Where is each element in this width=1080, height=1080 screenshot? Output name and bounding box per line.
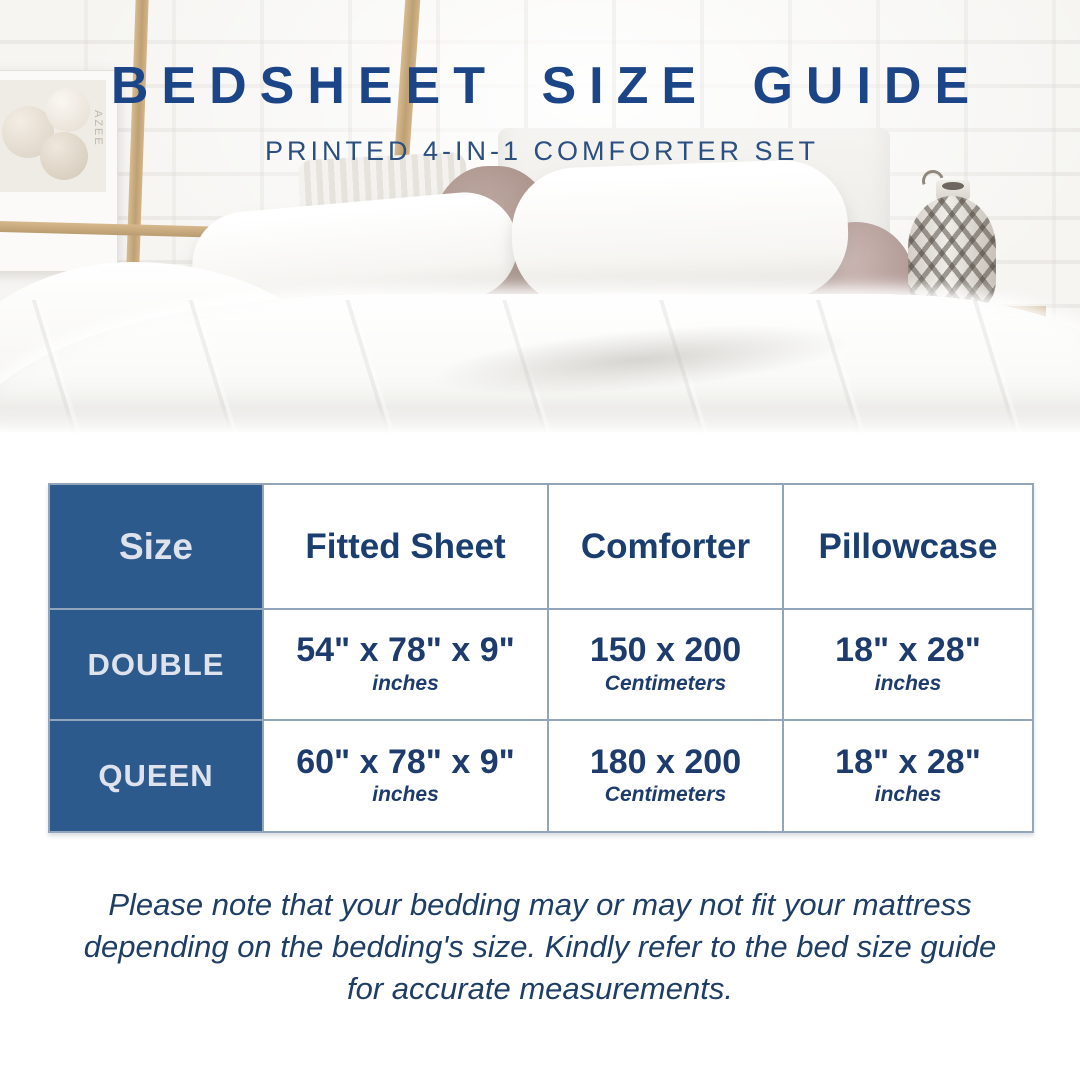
size-label: QUEEN (98, 758, 214, 793)
column-header-comforter (549, 485, 784, 610)
column-header-size (50, 485, 264, 610)
dimension-value: 60" x 78" x 9" (296, 742, 515, 781)
dimension-unit: inches (372, 671, 439, 695)
dimension-value: 54" x 78" x 9" (296, 631, 515, 670)
disclaimer-line: depending on the bedding's size. Kindly refer to the bed size guide (83, 929, 997, 964)
hero-fade (0, 406, 1080, 436)
column-header-fitted-sheet (264, 485, 549, 610)
dimension-unit: Centimeters (604, 671, 727, 695)
disclaimer-line: for accurate measurements. (347, 971, 733, 1006)
double-fitted-sheet-cell (264, 610, 549, 721)
row-label-double (50, 610, 264, 721)
column-header-label: Comforter (580, 526, 751, 566)
queen-pillowcase-cell (784, 721, 1032, 831)
page-title: BEDSHEET SIZE GUIDE (110, 57, 983, 115)
row-label-queen (50, 721, 264, 831)
dimension-value: 180 x 200 (589, 742, 742, 781)
dimension-unit: inches (874, 783, 942, 807)
double-comforter-cell (549, 610, 784, 721)
frame-caption: AZEE (92, 110, 104, 147)
column-header-pillowcase (784, 485, 1032, 610)
page-subtitle: PRINTED 4-IN-1 COMFORTER SET (264, 136, 820, 166)
disclaimer-note (0, 884, 1080, 1010)
dimension-value: 18" x 28" (835, 742, 981, 781)
dimension-unit: inches (372, 783, 439, 807)
lantern-mouth (942, 182, 964, 190)
dimension-unit: inches (874, 671, 942, 695)
white-pillow-right (510, 158, 851, 308)
dimension-value: 18" x 28" (835, 631, 981, 670)
queen-fitted-sheet-cell (264, 721, 549, 831)
size-table (48, 483, 1034, 833)
column-header-label: Fitted Sheet (305, 526, 506, 566)
column-header-label: Pillowcase (818, 526, 998, 566)
column-header-label: Size (118, 525, 194, 567)
dimension-value: 150 x 200 (589, 631, 742, 670)
queen-comforter-cell (549, 721, 784, 831)
disclaimer-line: Please note that your bedding may or may not fit your mattress (108, 887, 972, 922)
dimension-unit: Centimeters (604, 783, 727, 807)
double-pillowcase-cell (784, 610, 1032, 721)
size-label: DOUBLE (87, 646, 225, 682)
